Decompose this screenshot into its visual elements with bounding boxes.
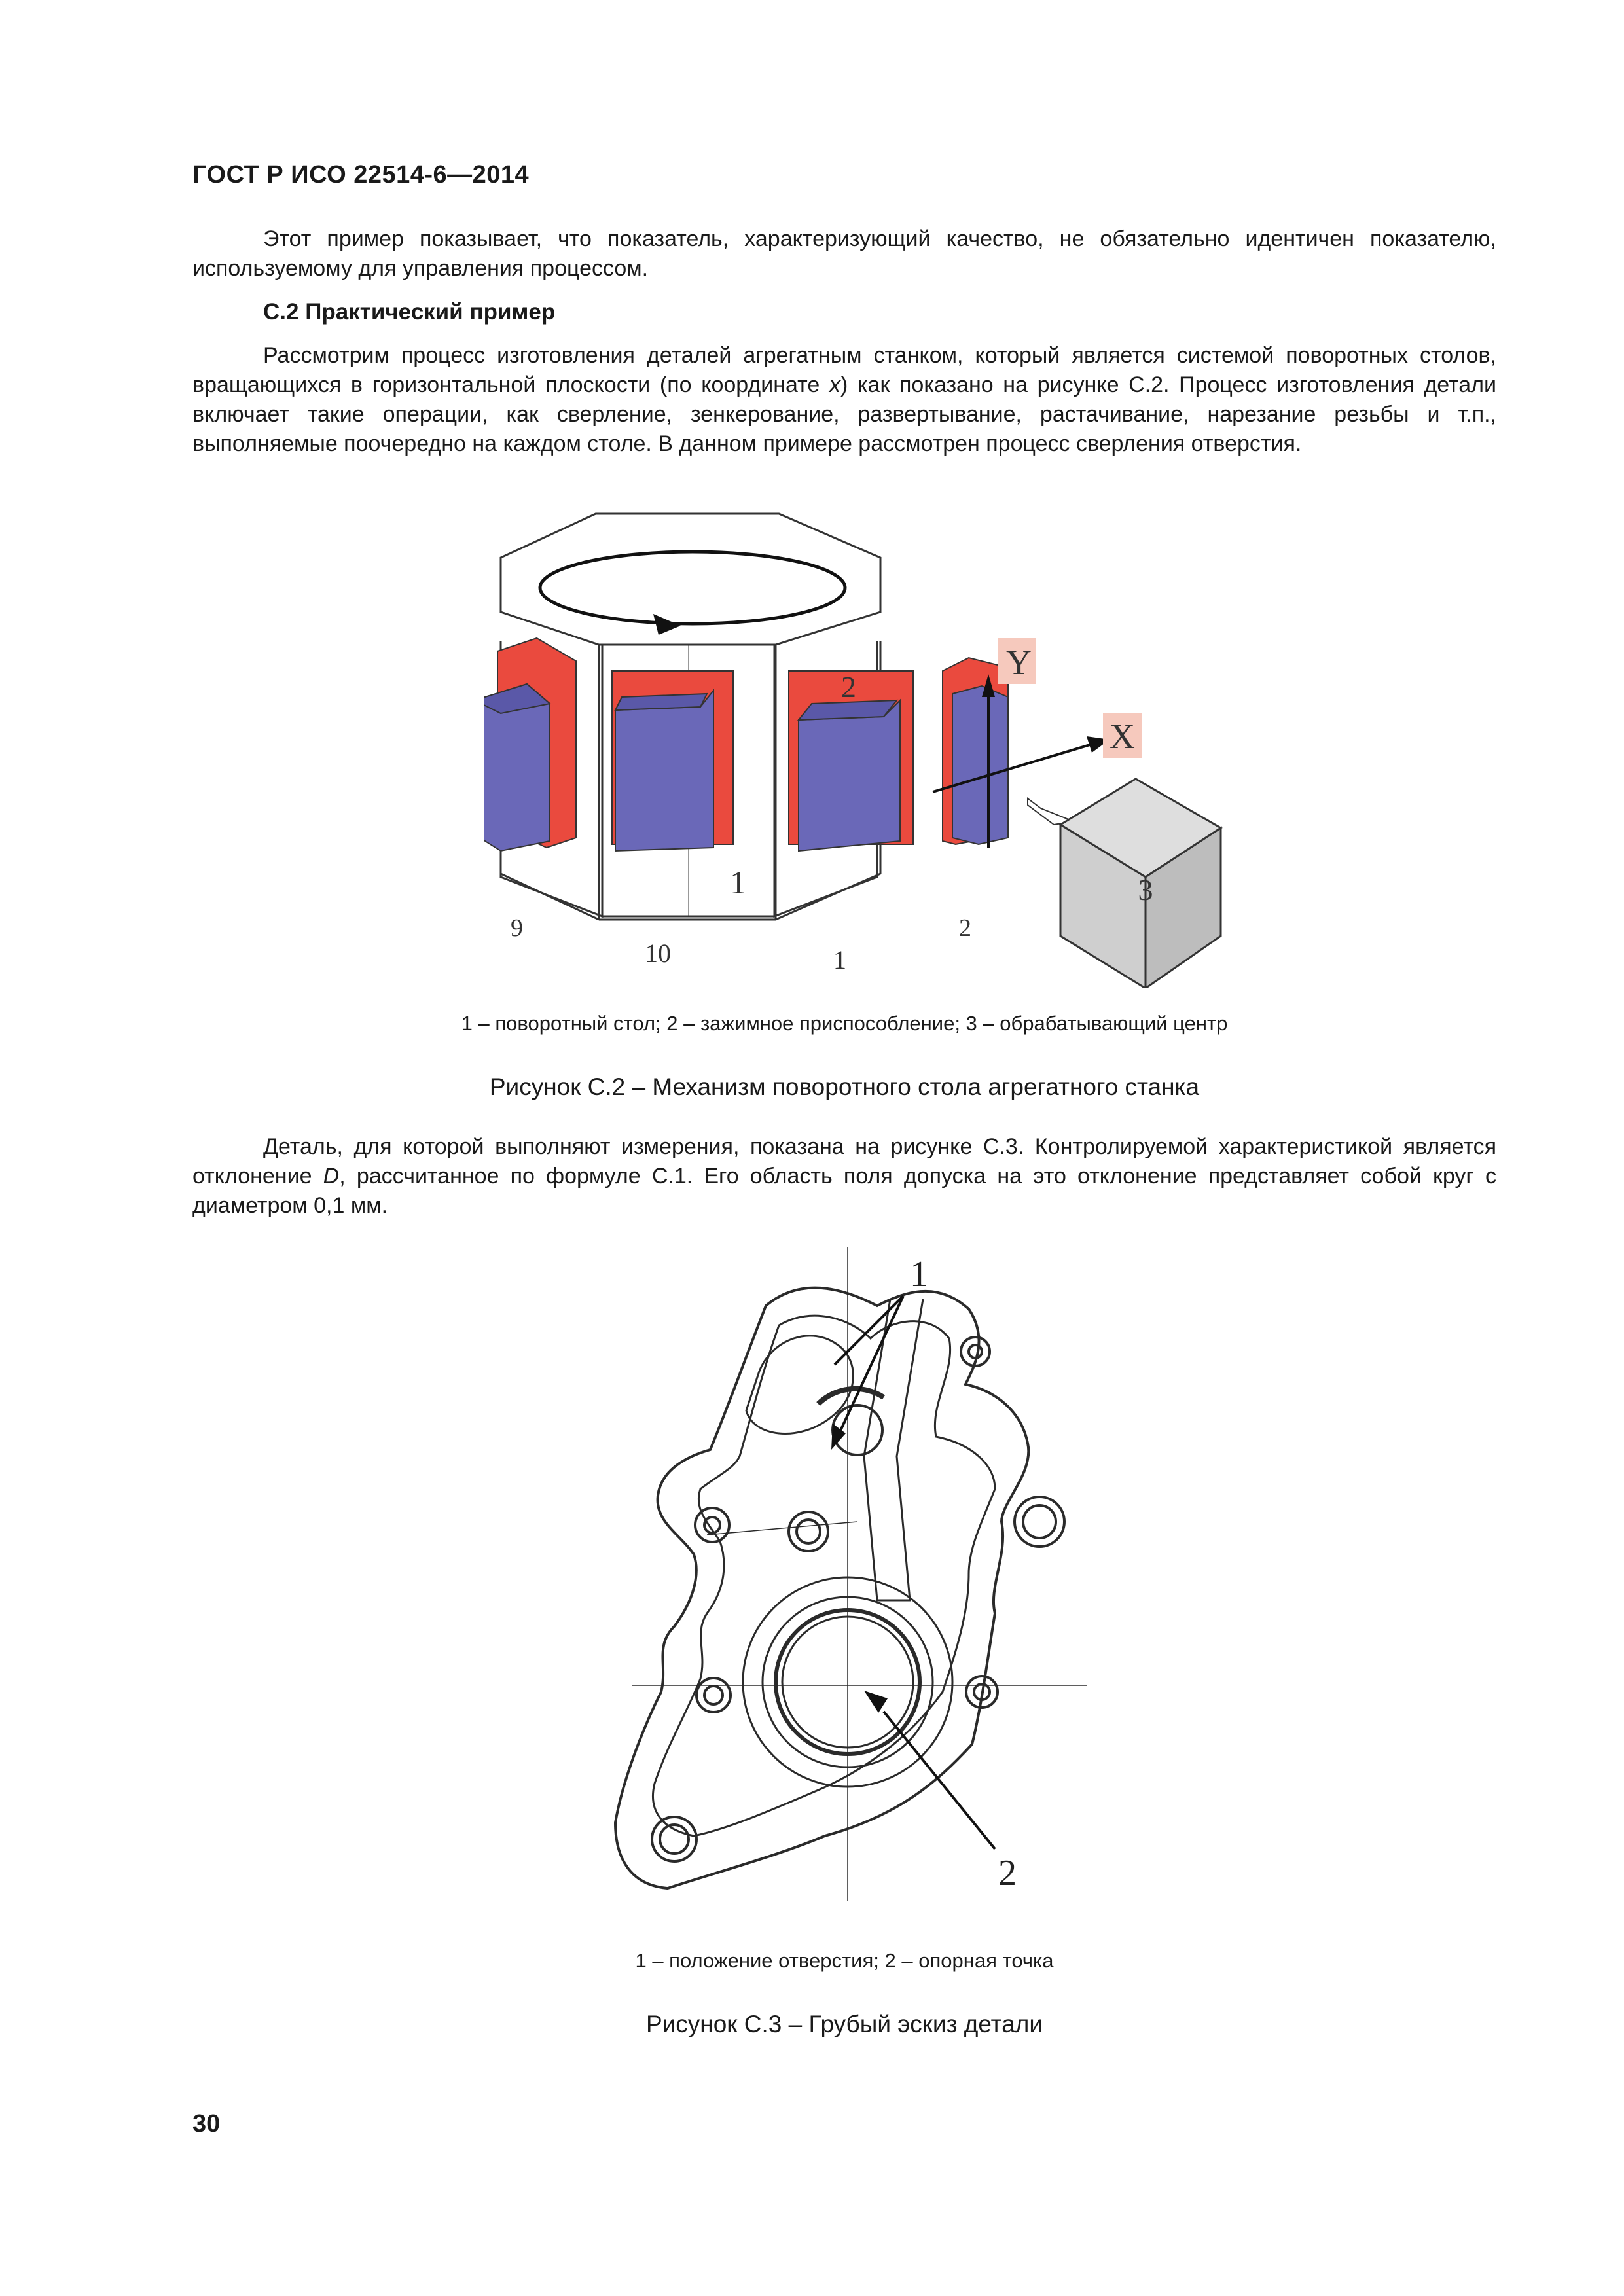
intro-paragraph: Этот пример показывает, что показатель, характеризующий качество, не обязательно идентичен показателю, используемому для управления процессом. xyxy=(192,226,1496,281)
face-2-label: 2 xyxy=(959,914,971,942)
figure-c3-caption: Рисунок С.3 – Грубый эскиз детали xyxy=(645,2011,1043,2037)
page-number: 30 xyxy=(192,2110,221,2138)
table-label: 1 xyxy=(730,864,746,901)
section-heading: С.2 Практический пример xyxy=(263,299,556,325)
face-9-label: 9 xyxy=(511,914,523,942)
paragraph-2: Деталь, для которой выполняют измерения, показана на рисунке С.3. Контролируемой характеристикой является отклонение D, рассчитанное по формуле С.1. Его область поля допуска на это отклонение представляет собой круг с диаметром 0,1 мм. xyxy=(192,1134,1496,1218)
coord-variable: x xyxy=(829,372,840,397)
face-1-label: 1 xyxy=(833,945,846,975)
figure-c2-caption: Рисунок С.2 – Механизм поворотного стола агрегатного станка xyxy=(489,1073,1200,1100)
face-10-label: 10 xyxy=(645,939,671,968)
document-code-header: ГОСТ Р ИСО 22514-6—2014 xyxy=(192,161,530,188)
figure-c3-legend: 1 – положение отверстия; 2 – опорная точка xyxy=(635,1949,1054,1972)
figure-c2-rotary-table xyxy=(484,511,1244,988)
figure-c3-part-sketch xyxy=(602,1247,1113,1901)
fixture-label: 2 xyxy=(841,670,856,704)
axis-y-label: Y xyxy=(1006,643,1032,682)
figure-c2-legend: 1 – поворотный стол; 2 – зажимное приспособление; 3 – обрабатывающий центр xyxy=(461,1012,1228,1035)
axis-x-label: X xyxy=(1110,717,1135,756)
deviation-variable: D xyxy=(323,1164,340,1189)
ref-point-label: 2 xyxy=(998,1853,1017,1893)
hole-position-label: 1 xyxy=(910,1254,928,1295)
processing-center-label: 3 xyxy=(1138,873,1153,906)
section-paragraph: Рассмотрим процесс изготовления деталей агрегатным станком, который является системой поворотных столов, вращающихся в горизонтальной плоскости (по координате x) как показано на рисунке С.2. Процесс изготовления детали включает такие операции, как сверление, зенкерование, развертывание, растачивание, нарезание резьбы и т.п., выполняемые поочередно на каждом столе. В данном примере рассмотрен процесс сверления отверстия. xyxy=(192,343,1496,456)
